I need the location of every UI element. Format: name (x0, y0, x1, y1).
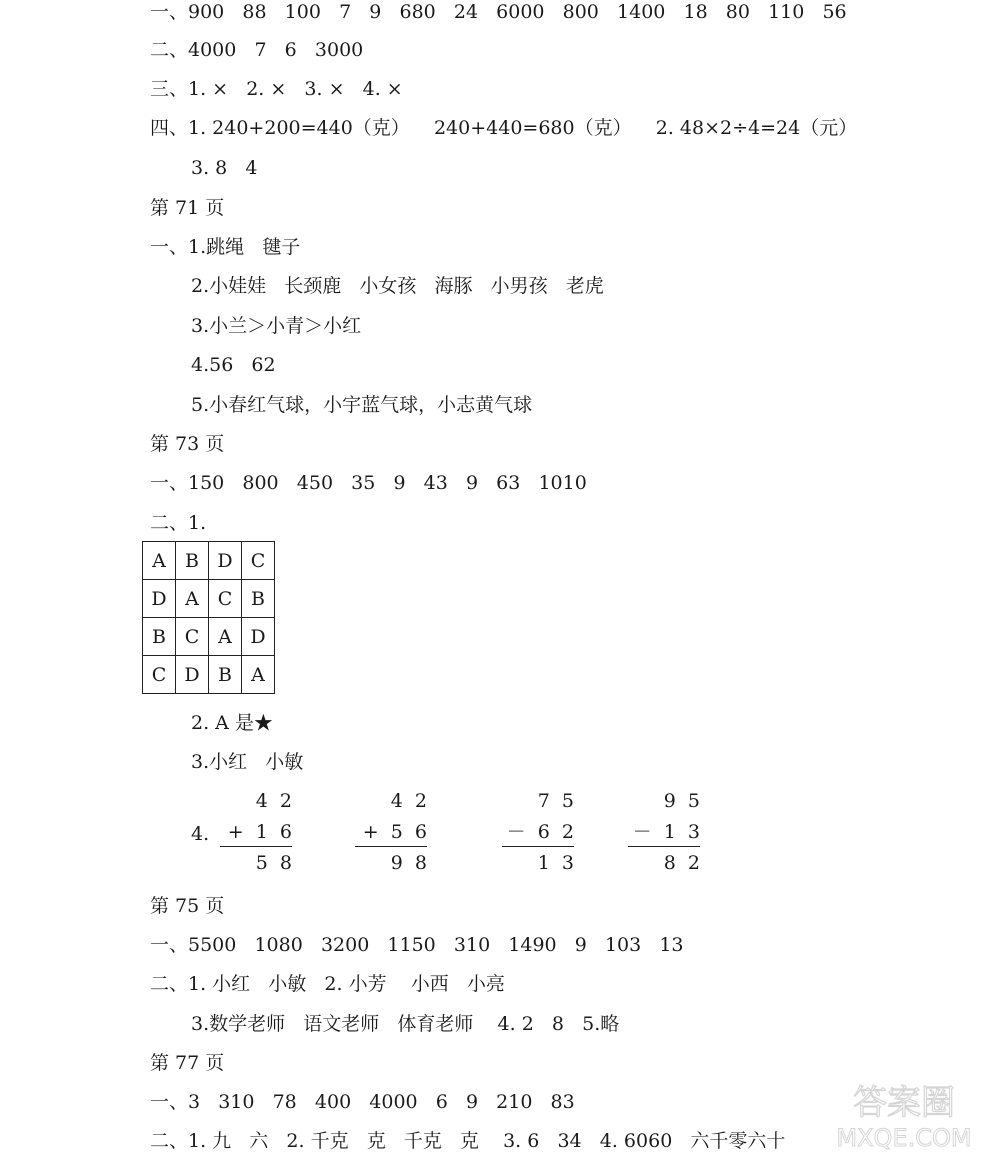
calc-top: 4 2 (255, 790, 292, 812)
grid-row (143, 656, 275, 694)
grid-cell: B (242, 580, 275, 618)
answer-line: 三、1. × 2. × 3. × 4. × (150, 78, 403, 100)
grid-cell: D (242, 618, 275, 656)
grid-cell: D (143, 580, 176, 618)
grid-cell: B (143, 618, 176, 656)
answer-line: 一、900 88 100 7 9 680 24 6000 800 1400 18 80 110 56 (150, 1, 847, 23)
grid-cell: C (143, 656, 176, 694)
calc-mid: + 5 6 (362, 821, 427, 843)
grid-cell: A (176, 580, 209, 618)
calc-line (502, 846, 574, 847)
answer-line: 二、1. (150, 512, 207, 534)
calc-res: 5 8 (255, 852, 292, 874)
answer-line: 3.小红 小敏 (191, 751, 304, 773)
answer-line: 2.小娃娃 长颈鹿 小女孩 海豚 小男孩 老虎 (191, 275, 604, 297)
calc-mid: － 1 3 (632, 821, 700, 843)
answer-line: 一、1.跳绳 毽子 (150, 236, 301, 258)
grid-cell: A (242, 656, 275, 694)
calc-top: 4 2 (390, 790, 427, 812)
grid-cell: C (242, 542, 275, 580)
answer-line: 一、150 800 450 35 9 43 9 63 1010 (150, 472, 587, 494)
grid-cell: B (176, 542, 209, 580)
watermark-text-main: 答案圈 (853, 1083, 955, 1123)
grid-cell: C (209, 580, 242, 618)
answer-line: 第 71 页 (150, 197, 225, 219)
grid-cell: B (209, 656, 242, 694)
answer-line: 一、3 310 78 400 4000 6 9 210 83 (150, 1091, 575, 1113)
calc-top: 9 5 (663, 790, 700, 812)
grid-row (143, 618, 275, 656)
answer-line: 二、1. 小红 小敏 2. 小芳 小西 小亮 (150, 973, 505, 995)
answer-line: 5.小春红气球，小宇蓝气球，小志黄气球 (191, 394, 533, 416)
answer-line: 3. 8 4 (191, 157, 258, 179)
watermark-text-url: MXQE.COM (836, 1124, 972, 1152)
calc-line (220, 846, 292, 847)
calc-res: 9 8 (390, 852, 427, 874)
answer-line: 四、1. 240+200=440（克） 240+440=680（克） 2. 48×2÷4=24（元） (150, 117, 858, 139)
calc-line (628, 846, 700, 847)
calc-mid: － 6 2 (506, 821, 574, 843)
answer-line: 第 73 页 (150, 433, 225, 455)
grid-cell: D (209, 542, 242, 580)
answer-line: 3.数学老师 语文老师 体育老师 4. 2 8 5.略 (191, 1013, 620, 1035)
grid-cell: D (176, 656, 209, 694)
grid-cell: A (143, 542, 176, 580)
calc-res: 8 2 (663, 852, 700, 874)
answer-line: 一、5500 1080 3200 1150 310 1490 9 103 13 (150, 934, 684, 956)
answer-line: 第 77 页 (150, 1052, 225, 1074)
grid-row (143, 580, 275, 618)
grid-row (143, 542, 275, 580)
answer-line: 4.56 62 (191, 354, 276, 376)
calc-res: 1 3 (537, 852, 574, 874)
grid-cell: A (209, 618, 242, 656)
answer-line: 第 75 页 (150, 895, 225, 917)
answer-line: 二、4000 7 6 3000 (150, 39, 364, 61)
answer-line: 二、1. 九 六 2. 千克 克 千克 克 3. 6 34 4. 6060 六千零六十 (150, 1130, 786, 1152)
calc-top: 7 5 (537, 790, 574, 812)
letter-grid (142, 541, 275, 694)
calc-mid: + 1 6 (227, 821, 292, 843)
watermark-logo (814, 1074, 994, 1154)
calc-line (355, 846, 427, 847)
calc-label: 4. (191, 823, 210, 845)
grid-cell: C (176, 618, 209, 656)
answer-line: 2. A 是★ (191, 712, 273, 734)
answer-line: 3.小兰＞小青＞小红 (191, 315, 362, 337)
